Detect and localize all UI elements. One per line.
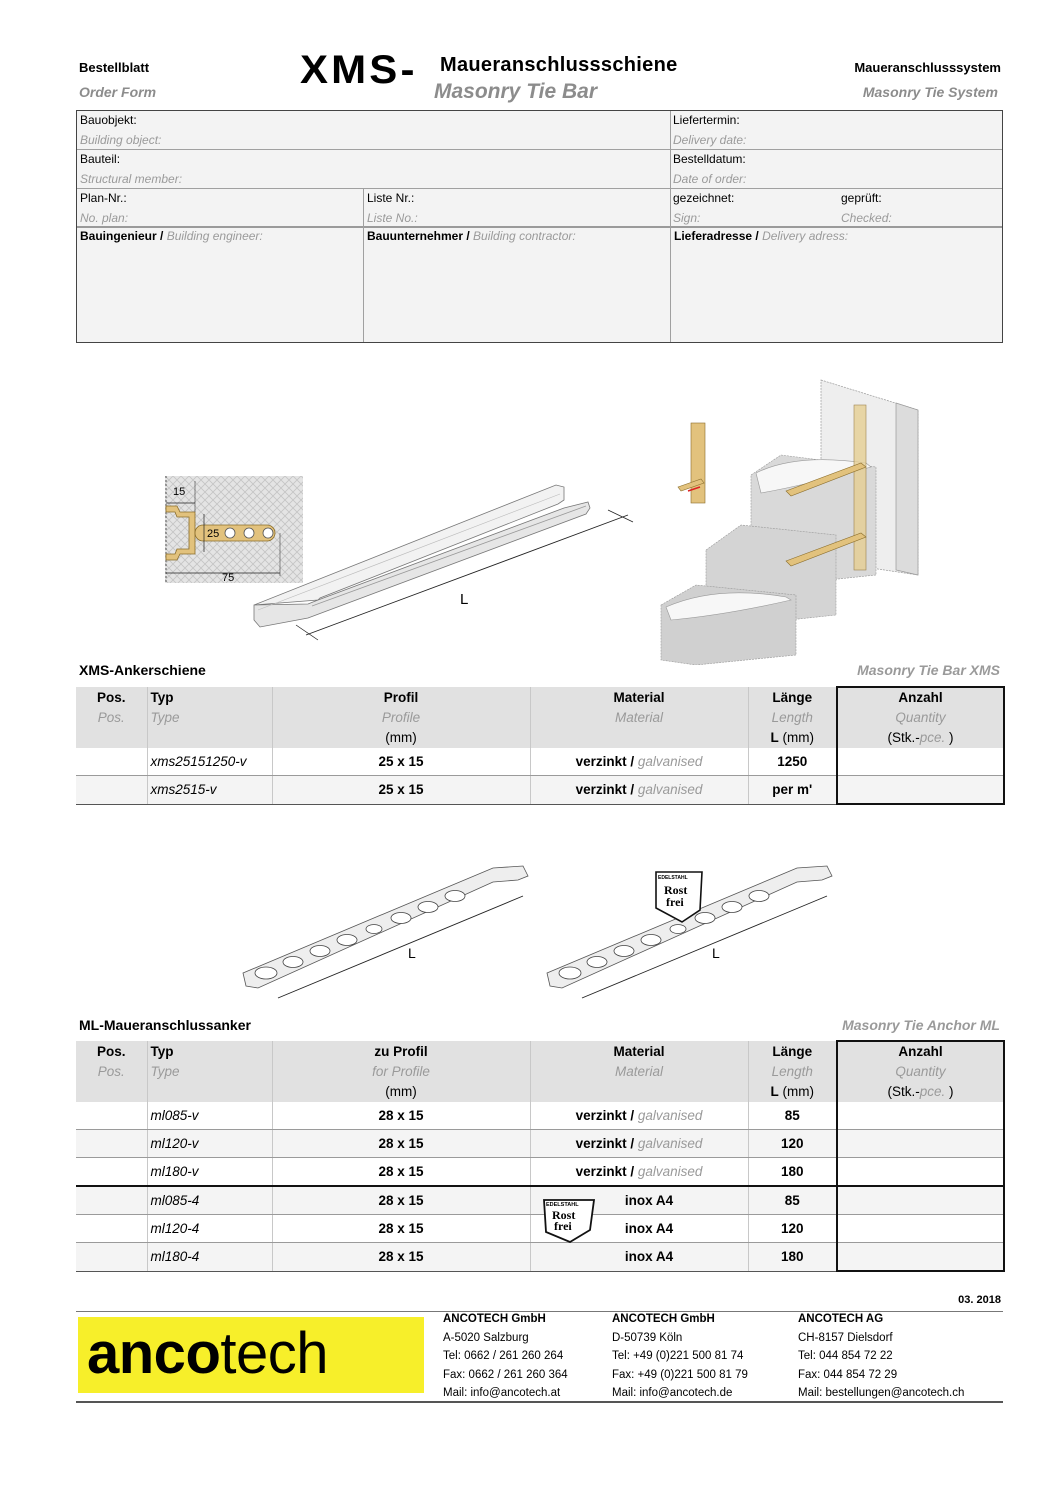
dim-25: 25	[207, 528, 220, 540]
structural-member-field[interactable]: Bauteil: Structural member:	[80, 152, 183, 186]
xms-section-title-de: XMS-Ankerschiene	[79, 662, 206, 678]
table-header-row-units: (mm) L (mm) (Stk.-pce. )	[76, 1082, 1004, 1102]
tie-bar-rail-drawing	[248, 480, 643, 648]
ancotech-logo: ancotech	[78, 1317, 424, 1393]
quantity-input[interactable]	[837, 1158, 1004, 1187]
office-salzburg: ANCOTECH GmbH A-5020 Salzburg Tel: 0662 / 261 260 264 Fax: 0662 / 261 260 364 Mail: info@ancotech.at	[443, 1313, 568, 1399]
table-header-row-en: Pos. Type Profile Material Length Quantity	[76, 708, 1004, 728]
building-object-field[interactable]: Bauobjekt: Building object:	[80, 113, 162, 147]
length-label-L: L	[712, 945, 720, 961]
building-engineer-field[interactable]: Bauingenieur / Building engineer:	[80, 229, 263, 243]
rostfrei-badge-icon	[540, 1196, 602, 1244]
table-header-row-de: Pos. Typ Profil Material Länge Anzahl	[76, 687, 1004, 708]
email-link[interactable]: info@ancotech.at	[470, 1387, 561, 1399]
svg-text:Rost: Rost	[664, 883, 688, 897]
ml-anchor-stainless-drawing	[542, 858, 837, 1003]
email-link[interactable]: info@ancotech.de	[639, 1387, 733, 1399]
ml-anchor-galvanised-drawing	[238, 858, 533, 1003]
svg-text:EDELSTAHL: EDELSTAHL	[546, 1202, 579, 1208]
table-header-row-de: Pos. Typ zu Profil Material Länge Anzahl	[76, 1041, 1004, 1062]
length-label-L: L	[460, 591, 469, 608]
signed-field[interactable]: gezeichnet: Sign:	[673, 191, 735, 225]
footer-divider-bottom	[76, 1401, 1003, 1403]
system-label-de: Maueranschlusssystem	[854, 60, 1001, 75]
length-label-L: L	[408, 945, 416, 961]
order-form-label-de: Bestellblatt	[79, 60, 150, 75]
document-date: 03. 2018	[958, 1294, 1001, 1306]
delivery-date-field[interactable]: Liefertermin: Delivery date:	[673, 113, 747, 147]
quantity-input[interactable]	[837, 1243, 1004, 1272]
svg-text:frei: frei	[666, 895, 684, 909]
quantity-input[interactable]	[837, 776, 1004, 805]
svg-text:EDELSTAHL: EDELSTAHL	[658, 875, 688, 881]
system-label-en: Masonry Tie System	[862, 84, 998, 100]
email-link[interactable]: bestellungen@ancotech.ch	[825, 1387, 965, 1399]
order-date-field[interactable]: Bestelldatum: Date of order:	[673, 152, 747, 186]
svg-text:frei: frei	[554, 1219, 572, 1233]
page-title-de: Maueranschlussschiene	[440, 54, 678, 76]
quantity-input[interactable]	[837, 748, 1004, 776]
order-details-form	[76, 110, 1003, 343]
plan-number-field[interactable]: Plan-Nr.: No. plan:	[80, 191, 129, 225]
list-number-field[interactable]: Liste Nr.: Liste No.:	[367, 191, 418, 225]
page-title-en: Masonry Tie Bar	[434, 80, 598, 103]
table-row: ml085-4 28 x 15 inox A4 85	[76, 1186, 1004, 1215]
table-header-row-units: (mm) L (mm) (Stk.-pce. )	[76, 728, 1004, 748]
building-contractor-field[interactable]: Bauunternehmer / Building contractor:	[367, 229, 576, 243]
table-row: ml085-v 28 x 15 verzinkt / galvanised 85	[76, 1102, 1004, 1130]
xms-section-title-en: Masonry Tie Bar XMS	[857, 662, 1000, 678]
table-row: ml180-v 28 x 15 verzinkt / galvanised 180	[76, 1158, 1004, 1187]
order-form-label-en: Order Form	[79, 84, 157, 100]
svg-text:Rost: Rost	[552, 1208, 576, 1222]
table-row: xms25151250-v 25 x 15 verzinkt / galvanised 1250	[76, 748, 1004, 776]
delivery-address-field[interactable]: Lieferadresse / Delivery adress:	[674, 229, 849, 243]
xms-order-table	[76, 686, 1005, 805]
table-row: ml120-v 28 x 15 verzinkt / galvanised 120	[76, 1130, 1004, 1158]
office-dielsdorf: ANCOTECH AG CH-8157 Dielsdorf Tel: 044 854 72 22 Fax: 044 854 72 29 Mail: bestellungen@ancotech.ch	[798, 1313, 965, 1399]
product-code: XMS-	[300, 48, 418, 92]
wall-installation-drawing	[656, 375, 921, 665]
table-row: ml180-4 28 x 15 inox A4 180	[76, 1243, 1004, 1272]
table-header-row-en: Pos. Type for Profile Material Length Quantity	[76, 1062, 1004, 1082]
quantity-input[interactable]	[837, 1130, 1004, 1158]
office-koeln: ANCOTECH GmbH D-50739 Köln Tel: +49 (0)221 500 81 74 Fax: +49 (0)221 500 81 79 Mail: info@ancotech.de	[612, 1313, 748, 1399]
table-row: xms2515-v 25 x 15 verzinkt / galvanised per m'	[76, 776, 1004, 805]
ml-section-title-de: ML-Maueranschlussanker	[79, 1017, 251, 1033]
dim-15: 15	[173, 486, 186, 498]
quantity-input[interactable]	[837, 1215, 1004, 1243]
checked-field[interactable]: geprüft: Checked:	[841, 191, 892, 225]
quantity-input[interactable]	[837, 1102, 1004, 1130]
dim-75: 75	[222, 572, 235, 583]
ml-section-title-en: Masonry Tie Anchor ML	[842, 1017, 1000, 1033]
table-row: ml120-4 28 x 15 inox A4 120	[76, 1215, 1004, 1243]
quantity-input[interactable]	[837, 1186, 1004, 1215]
